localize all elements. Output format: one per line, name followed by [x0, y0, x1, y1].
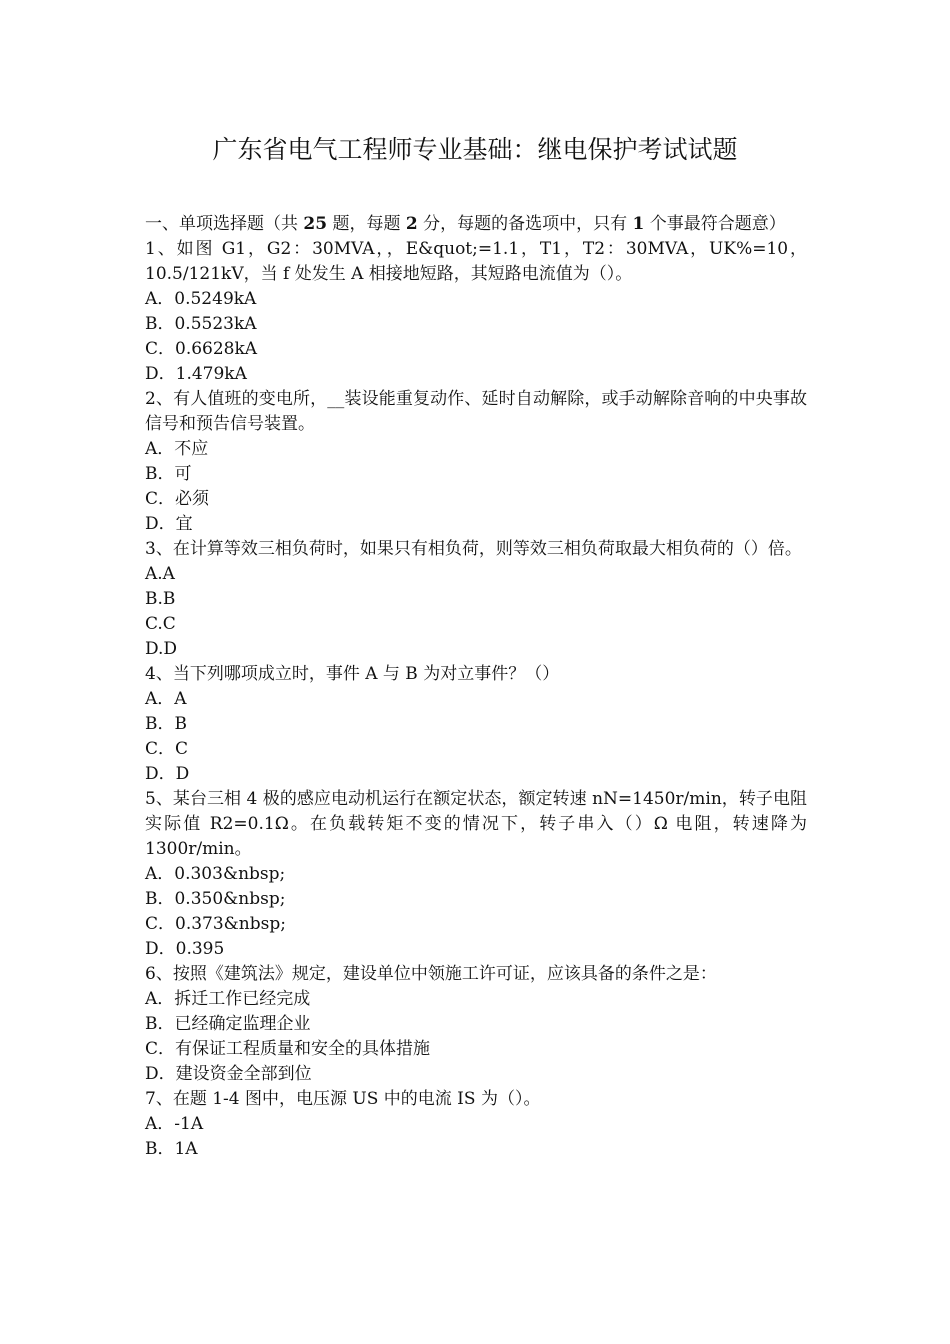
q3-option-d: D.D [145, 639, 178, 659]
question-1: 1、如图 G1，G2：30MVA，，E&quot;=1.1，T1，T2：30MVA，UK%=10，10.5/121kV，当 f 处发生 A 相接地短路，其短路电流值为（）。 [145, 239, 807, 284]
q5-option-d: D．0.395 [145, 939, 225, 959]
q3-option-a: A.A [145, 564, 175, 584]
q4-option-d: D．D [145, 764, 190, 784]
q2-option-c: C．必须 [145, 489, 210, 509]
q3-option-c: C.C [145, 614, 176, 634]
question-4: 4、当下列哪项成立时，事件 A 与 B 为对立事件？（） [145, 664, 560, 684]
q1-option-b: B．0.5523kA [145, 314, 257, 334]
q6-option-a: A．拆迁工作已经完成 [145, 989, 311, 1009]
document-body [145, 212, 807, 1162]
q5-option-b: B．0.350&nbsp; [145, 889, 286, 909]
q2-option-b: B．可 [145, 464, 192, 484]
q7-option-b: B．1A [145, 1139, 198, 1159]
q4-option-b: B．B [145, 714, 187, 734]
question-6: 6、按照《建筑法》规定，建设单位中领施工许可证，应该具备的条件之是： [145, 964, 717, 984]
q4-option-a: A．A [145, 689, 187, 709]
q4-option-c: C．C [145, 739, 189, 759]
q5-option-a: A．0.303&nbsp; [145, 864, 286, 884]
question-3: 3、在计算等效三相负荷时，如果只有相负荷，则等效三相负荷取最大相负荷的（）倍。 [145, 539, 802, 559]
q1-option-d: D．1.479kA [145, 364, 247, 384]
q6-option-d: D．建设资金全部到位 [145, 1064, 312, 1084]
q1-option-c: C．0.6628kA [145, 339, 258, 359]
question-2: 2、有人值班的变电所，__装设能重复动作、延时自动解除，或手动解除音响的中央事故信号和预告信号装置。 [145, 389, 807, 434]
q6-option-b: B．已经确定监理企业 [145, 1014, 311, 1034]
q6-option-c: C．有保证工程质量和安全的具体措施 [145, 1039, 431, 1059]
question-7: 7、在题 1-4 图中，电压源 US 中的电流 IS 为（）。 [145, 1089, 541, 1109]
document-title: 广东省电气工程师专业基础：继电保护考试试题 [212, 135, 738, 164]
q2-option-d: D．宜 [145, 514, 193, 534]
q1-option-a: A．0.5249kA [145, 289, 257, 309]
q7-option-a: A．-1A [145, 1114, 204, 1134]
section-heading: 一、单项选择题（共 25 题，每题 2 分，每题的备选项中，只有 1 个事最符合题意） [145, 214, 786, 234]
q2-option-a: A．不应 [145, 439, 209, 459]
q5-option-c: C．0.373&nbsp; [145, 914, 286, 934]
q3-option-b: B.B [145, 589, 176, 609]
question-5: 5、某台三相 4 极的感应电动机运行在额定状态，额定转速 nN=1450r/min，转子电阻实际值 R2=0.1Ω。在负载转矩不变的情况下，转子串入（）Ω 电阻，转速降为 1300r/min。 [145, 789, 807, 859]
